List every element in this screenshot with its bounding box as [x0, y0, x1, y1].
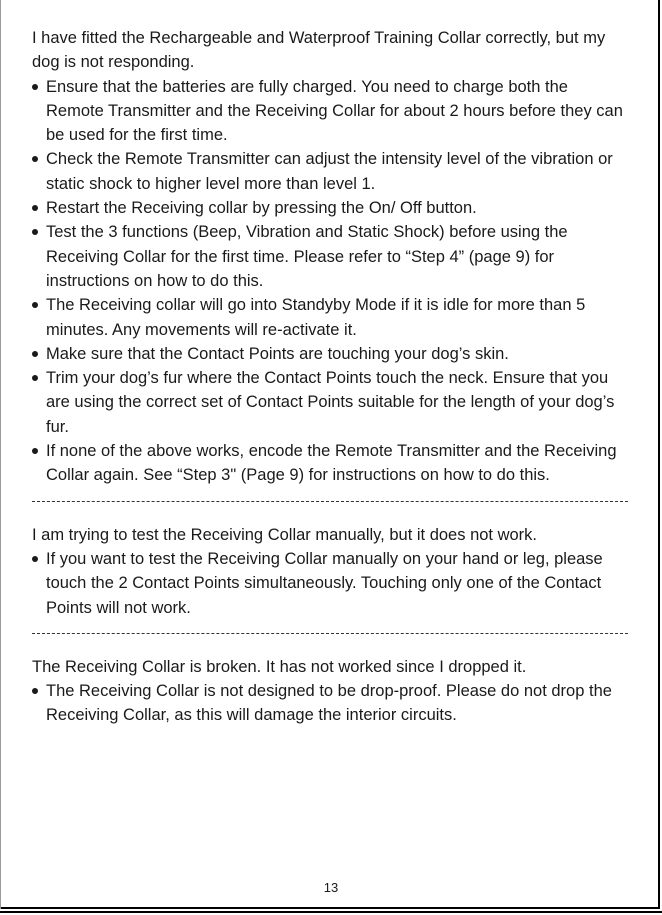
bullet-icon [32, 156, 38, 162]
bullet-icon [32, 302, 38, 308]
answer-item [32, 439, 628, 488]
answer-text: Make sure that the Contact Points are touching your dog’s skin. [46, 344, 509, 363]
answer-list [32, 75, 628, 488]
answer-text: If you want to test the Receiving Collar manually on your hand or leg, please touch the 2 Contact Points simultaneously. Touching only one of the Contact Points will not work. [46, 549, 603, 617]
answer-list [32, 547, 628, 620]
answer-list [32, 679, 628, 728]
faq-section [32, 523, 628, 620]
troubleshooting-content [32, 26, 628, 728]
bullet-icon [32, 375, 38, 381]
answer-text: Check the Remote Transmitter can adjust the intensity level of the vibration or static shock to higher level more than level 1. [46, 150, 613, 193]
dashed-divider [32, 633, 628, 634]
bullet-icon [32, 351, 38, 357]
answer-text: The Receiving collar will go into Standyby Mode if it is idle for more than 5 minutes. Any movements will re-activate it. [46, 296, 586, 339]
answer-item [32, 293, 628, 342]
answer-text: Ensure that the batteries are fully charged. You need to charge both the Remote Transmitter and the Receiving Collar for about 2 hours before they can be used for the first time. [46, 77, 623, 145]
bullet-icon [32, 556, 38, 562]
bullet-icon [32, 688, 38, 694]
answer-item [32, 75, 628, 148]
answer-item [32, 547, 628, 620]
faq-question: I am trying to test the Receiving Collar manually, but it does not work. [32, 525, 538, 544]
answer-text: If none of the above works, encode the Remote Transmitter and the Receiving Collar again. See “Step 3" (Page 9) for instructions on how to do this. [46, 442, 617, 485]
bullet-icon [32, 229, 38, 235]
answer-item [32, 220, 628, 293]
dashed-divider [32, 501, 628, 502]
answer-item [32, 679, 628, 728]
bullet-icon [32, 448, 38, 454]
faq-section [32, 655, 628, 728]
faq-question: The Receiving Collar is broken. It has not worked since I dropped it. [32, 657, 527, 676]
bullet-icon [32, 84, 38, 90]
answer-item [32, 342, 628, 366]
answer-text: Restart the Receiving collar by pressing the On/ Off button. [46, 199, 477, 218]
answer-item [32, 196, 628, 220]
page-left-edge [0, 0, 1, 909]
answer-item [32, 147, 628, 196]
answer-text: The Receiving Collar is not designed to be drop-proof. Please do not drop the Receiving Collar, as this will damage the interior circuits. [46, 682, 612, 725]
answer-text: Test the 3 functions (Beep, Vibration and Static Shock) before using the Receiving Collar for the first time. Please refer to “Step 4” (page 9) for instructions on how to do this. [46, 223, 568, 290]
faq-section [32, 26, 628, 488]
faq-question: I have fitted the Rechargeable and Waterproof Training Collar correctly, but my dog is not responding. [32, 29, 606, 72]
bottom-rule [0, 911, 662, 913]
answer-text: Trim your dog’s fur where the Contact Points touch the neck. Ensure that you are using the correct set of Contact Points suitable for the length of your dog’s fur. [46, 369, 615, 436]
page-number: 13 [323, 880, 339, 895]
answer-item [32, 366, 628, 439]
bullet-icon [32, 205, 38, 211]
